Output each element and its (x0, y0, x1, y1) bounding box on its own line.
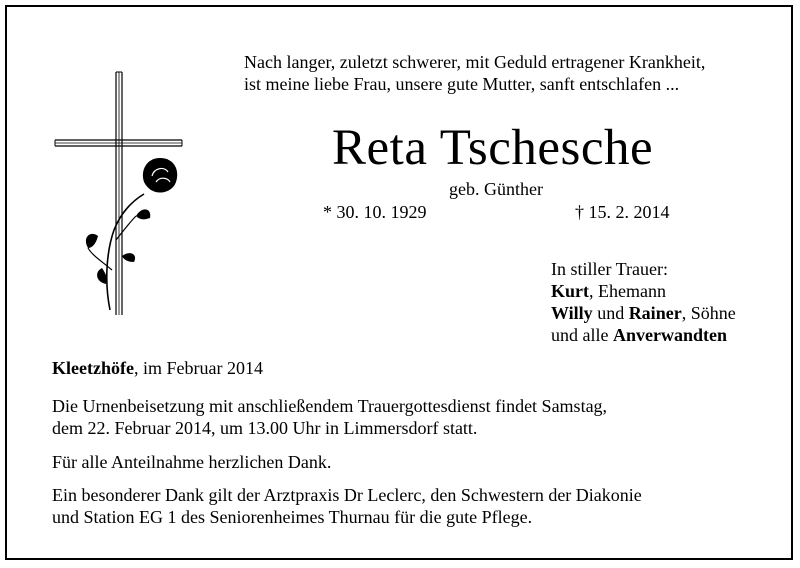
maiden-name: geb. Günther (449, 179, 543, 199)
mourner-relatives: Anverwandten (612, 325, 727, 345)
location-place: Kleetzhöfe (52, 358, 134, 378)
mourner-relatives-prefix: und alle (551, 325, 613, 345)
intro-line-1: Nach langer, zuletzt schwerer, mit Geduld ertragener Krankheit, (244, 52, 706, 72)
intro-line-2: ist meine liebe Frau, unsere gute Mutter, sanft entschlafen ... (244, 74, 680, 94)
deceased-name: Reta Tschesche (332, 120, 654, 176)
cross-with-rose-icon (52, 70, 192, 330)
intro-text (244, 51, 705, 95)
mourners-block (551, 258, 736, 346)
special-thanks-line-1: Ein besonderer Dank gilt der Arztpraxis Dr Leclerc, den Schwestern der Diakonie (52, 485, 642, 505)
service-line-1: Die Urnenbeisetzung mit anschließendem Trauergottesdienst findet Samstag, (52, 396, 608, 416)
location-month: , im Februar 2014 (133, 358, 263, 378)
service-paragraph (52, 395, 607, 439)
service-line-2: dem 22. Februar 2014, um 13.00 Uhr in Limmersdorf statt. (52, 418, 478, 438)
mourner-line-3 (551, 324, 736, 346)
special-thanks-line-2: und Station EG 1 des Seniorenheimes Thurnau für die gute Pflege. (52, 507, 533, 527)
mourner-line-2 (551, 302, 736, 324)
thanks-paragraph: Für alle Anteilnahme herzlichen Dank. (52, 452, 332, 472)
birth-date: * 30. 10. 1929 (323, 202, 427, 222)
mourner-line-1 (551, 280, 736, 302)
mourner-kurt-relation: , Ehemann (589, 281, 666, 301)
mourner-sons-relation: , Söhne (681, 303, 736, 323)
location-date (52, 357, 263, 379)
mourner-rainer: Rainer (628, 303, 682, 323)
mourner-kurt: Kurt (551, 281, 589, 301)
death-date: † 15. 2. 2014 (575, 202, 670, 222)
mourners-heading: In stiller Trauer: (551, 259, 668, 279)
mourner-willy: Willy (551, 303, 593, 323)
special-thanks-paragraph (52, 484, 642, 528)
mourner-conjunction: und (592, 303, 629, 323)
